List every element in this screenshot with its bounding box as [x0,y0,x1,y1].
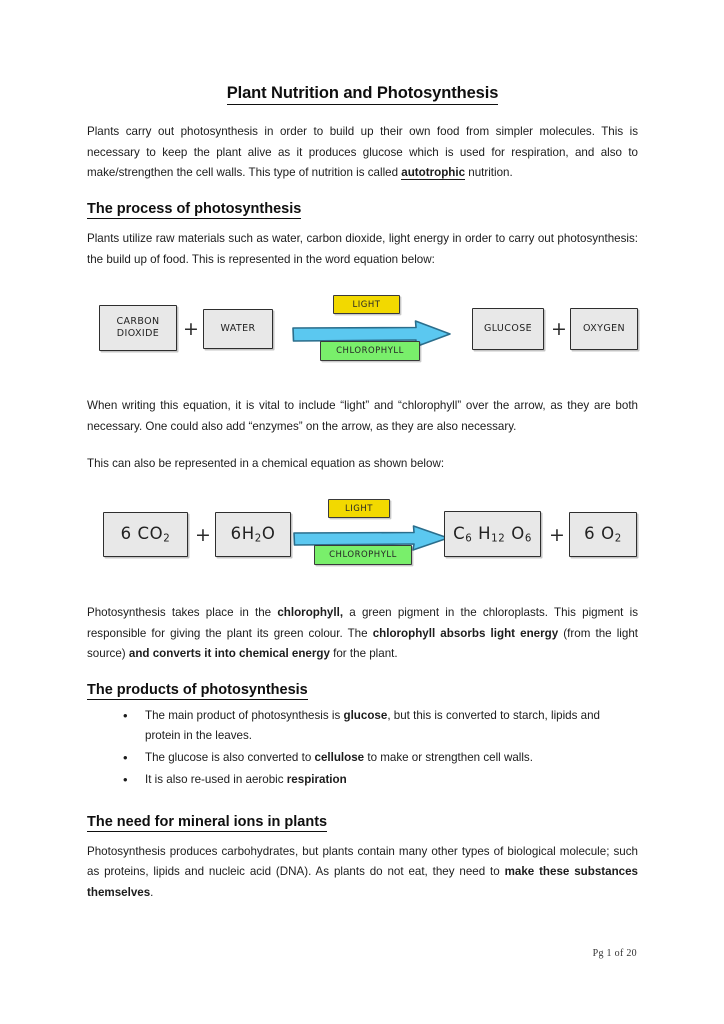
intro-paragraph [87,122,638,184]
chl-bold-3: and converts it into chemical energy [128,647,330,661]
bullet-1-bold: glucose [343,708,388,722]
list-item [123,706,638,746]
word-eq-label-oxygen: OXYGEN [582,322,626,334]
products-bullet-list [87,706,638,790]
process-paragraph: Plants utilize raw materials such as water, carbon dioxide, light energy in order to carry out photosynthesis: the build up of food. This is represented in the word equation below: [87,231,638,266]
bullet-3-part-1: It is also re-used in aerobic [145,772,287,786]
bullet-1-part-2: , but this is converted to starch, lipids and protein in the leaves. [145,708,600,742]
chl-bold-1: chlorophyll, [277,606,344,619]
chem-eq-plus-right: + [549,524,565,546]
word-eq-plus-left: + [183,318,199,341]
heading-process-of-photosynthesis [87,201,638,217]
chem-eq-tag-chlorophyll-label: CHLOROPHYLL [329,550,397,560]
chl-part-4: for the plant. [329,647,398,661]
min-part-1: Photosynthesis produces carbohydrates, but plants contain many other types of biological molecule; such as proteins, lipids and nucleic acid (DNA). As plants do not eat, they need to [87,844,638,879]
chem-eq-box-glucose [444,511,541,557]
page-number-text: Pg 1 of 20 [592,948,637,959]
chl-part-1: Photosynthesis takes place in the [87,606,278,619]
chem-eq-plus-left: + [195,524,211,546]
chl-part-3: (from the light source) [87,626,638,661]
bullet-2-part-1: The glucose is also converted to [145,750,315,764]
document-content [87,84,638,904]
chl-part-2: a green pigment in the chloroplasts. This pigment is responsible for giving the plant its green colour. The [87,606,638,640]
min-part-2: . [150,885,154,899]
page-title [87,84,638,103]
bullet-3-bold: respiration [286,772,347,786]
chemical-equation-lead-in: This can also be represented in a chemical equation as shown below: [87,457,445,471]
minerals-paragraph [87,842,638,904]
chem-eq-tag-light [328,499,390,518]
chem-eq-tag-light-label: LIGHT [345,503,373,514]
heading-products-of-photosynthesis [87,682,638,698]
word-eq-tag-chlorophyll [320,341,420,361]
page-footer [593,948,637,959]
chem-eq-label-co2: 6 $CO_2$ [120,524,171,545]
heading-products-text: The products of photosynthesis [87,681,308,698]
bullet-1-part-1: The main product of photosynthesis is [145,708,344,722]
list-item [123,770,638,790]
word-eq-box-carbon-dioxide [99,305,177,351]
equation-note-paragraph: When writing this equation, it is vital to include “light” and “chlorophyll” over the arrow, as they are both necessary. One could also add “enzymes” on the arrow, as they are also necessary. [87,399,638,433]
chem-eq-label-h2o: $6H_2O$ [230,524,276,545]
intro-text-2: nutrition. [465,166,513,180]
word-eq-box-glucose [472,308,544,350]
page-title-text: Plant Nutrition and Photosynthesis [227,84,499,105]
bullet-2-part-2: to make or strengthen cell walls. [364,750,533,764]
chl-bold-2: chlorophyll absorbs light energy [372,626,559,640]
word-eq-tag-light-label: LIGHT [352,299,381,310]
chem-eq-box-h2o [215,512,291,557]
word-equation-diagram [87,288,638,384]
chem-eq-label-glucose: $C_6$ $H_{12}$ $O_6$ [453,523,532,544]
word-eq-plus-right: + [551,318,567,341]
intro-text-1: Plants carry out photosynthesis in order to build up their own food from simpler molecules. This is necessary to keep the plant alive as it produces glucose which is used for respiration, and also to make/strengthen the cell walls. This type of nutrition is called [87,125,638,180]
heading-minerals-text: The need for mineral ions in plants [87,813,328,830]
word-eq-label-carbon-dioxide: CARBON DIOXIDE [116,315,160,340]
word-eq-label-water: WATER [220,322,256,334]
heading-need-for-mineral-ions [87,814,638,830]
chem-eq-tag-chlorophyll [314,545,412,565]
bullet-2-bold: cellulose [314,750,365,764]
chem-eq-box-co2 [103,512,188,557]
word-eq-tag-light [333,295,400,314]
list-item [123,748,638,768]
word-eq-box-water [203,309,273,349]
chem-eq-label-oxygen: 6 $O_2$ [584,524,622,545]
chem-eq-box-oxygen [569,512,637,557]
min-bold-1: make these substances themselves [87,865,638,899]
chemical-equation-diagram [87,493,638,589]
word-eq-tag-chlorophyll-label: CHLOROPHYLL [336,346,404,357]
word-eq-box-oxygen [570,308,638,350]
heading-process-text: The process of photosynthesis [87,200,302,217]
word-eq-label-glucose: GLUCOSE [483,322,533,334]
intro-emphasis-autotrophic: autotrophic [401,166,466,180]
chlorophyll-paragraph [87,603,638,665]
